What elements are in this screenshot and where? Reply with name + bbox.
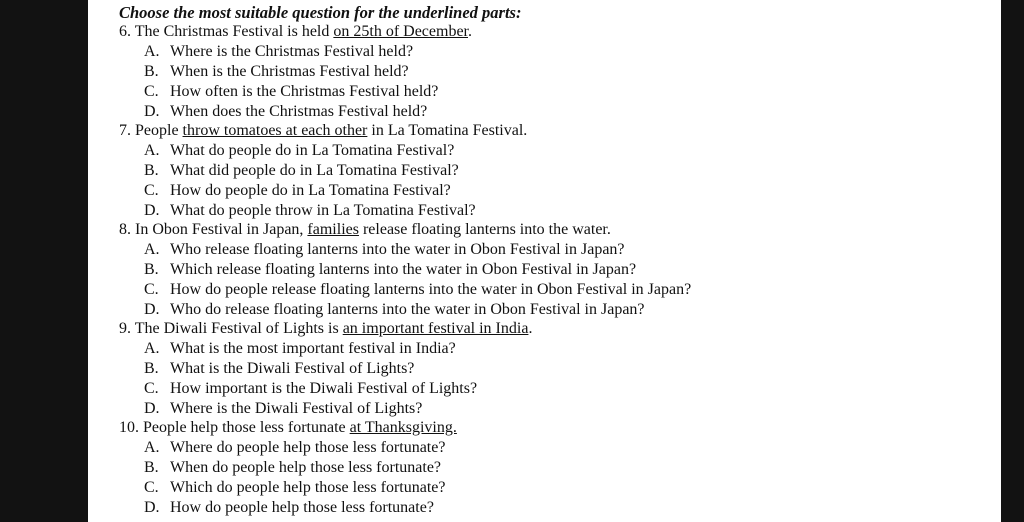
document-page (88, 0, 1001, 522)
option-6b: B. When is the Christmas Festival held? (144, 63, 409, 80)
question-6: 6. The Christmas Festival is held on 25th of December. (119, 23, 472, 40)
underlined-part: on 25th of December (333, 23, 468, 40)
option-9d: D. Where is the Diwali Festival of Lights? (144, 400, 423, 417)
option-7c: C. How do people do in La Tomatina Festival? (144, 182, 451, 199)
question-8: 8. In Obon Festival in Japan, families release floating lanterns into the water. (119, 221, 611, 238)
option-9a: A. What is the most important festival in India? (144, 340, 456, 357)
option-6c: C. How often is the Christmas Festival held? (144, 83, 439, 100)
option-7d: D. What do people throw in La Tomatina Festival? (144, 202, 476, 219)
underlined-part: an important festival in India (342, 320, 529, 337)
question-9: 9. The Diwali Festival of Lights is an important festival in India. (119, 320, 533, 337)
option-10a: A. Where do people help those less fortunate? (144, 439, 446, 456)
option-9c: C. How important is the Diwali Festival of Lights? (144, 380, 478, 397)
section-heading: Choose the most suitable question for the underlined parts: (119, 3, 522, 22)
option-8c: C. How do people release floating lanterns into the water in Obon Festival in Japan? (144, 281, 692, 298)
left-dark-margin (0, 0, 88, 522)
underlined-part: at Thanksgiving. (349, 419, 457, 436)
underlined-part: families (307, 221, 359, 238)
question-10: 10. People help those less fortunate at Thanksgiving. (119, 419, 457, 436)
option-10d: D. How do people help those less fortunate? (144, 499, 434, 516)
option-6d: D. When does the Christmas Festival held? (144, 103, 428, 120)
option-7b: B. What did people do in La Tomatina Festival? (144, 162, 459, 179)
option-8d: D. Who do release floating lanterns into the water in Obon Festival in Japan? (144, 301, 645, 318)
option-8a: A. Who release floating lanterns into the water in Obon Festival in Japan? (144, 241, 625, 258)
option-7a: A. What do people do in La Tomatina Festival? (144, 142, 455, 159)
question-7: 7. People throw tomatoes at each other in La Tomatina Festival. (119, 122, 528, 139)
option-10b: B. When do people help those less fortunate? (144, 459, 442, 476)
option-10c: C. Which do people help those less fortunate? (144, 479, 446, 496)
option-6a: A. Where is the Christmas Festival held? (144, 43, 414, 60)
right-dark-margin (1001, 0, 1024, 522)
option-9b: B. What is the Diwali Festival of Lights? (144, 360, 415, 377)
option-8b: B. Which release floating lanterns into the water in Obon Festival in Japan? (144, 261, 637, 278)
underlined-part: throw tomatoes at each other (182, 122, 368, 139)
